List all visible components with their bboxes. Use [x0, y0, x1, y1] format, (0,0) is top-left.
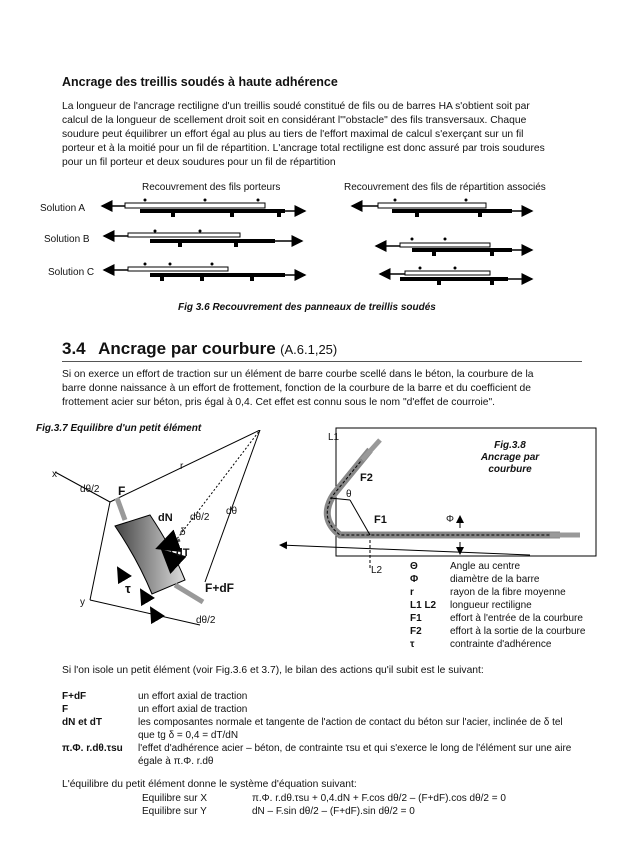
fig37-label-dtheta2-a: dθ/2 [80, 484, 100, 495]
paragraph-line: Si on exerce un effort de traction sur un élément de barre courbe scellé dans le béton, la courbure de la [62, 369, 534, 380]
paragraph-line: soudure peut équilibrer un effort égal au plus au tiers de l'effort maximal de calcul s'exerçant sur un fil [62, 129, 524, 140]
equation-row [142, 792, 506, 805]
fig36-row-c-left [104, 263, 305, 282]
section-heading-treillis: Ancrage des treillis soudés à haute adhérence [62, 75, 338, 89]
equation-text: dN – F.sin dθ/2 – (F+dF).sin dθ/2 = 0 [252, 806, 415, 817]
fig37-label-r: r [180, 461, 184, 472]
fig36-row-b-right [376, 238, 532, 257]
fig36-row-label-c: Solution C [48, 267, 95, 278]
fig38-label-phi: Φ [446, 514, 454, 525]
legend-desc: effort à la sortie de la courbure [450, 626, 586, 637]
definition-desc: les composantes normale et tangente de l'action de contact du béton sur l'acier, inclinée de δ tel que tg δ = 0,4 = dT/dN [138, 717, 563, 741]
equation-label: Equilibre sur Y [142, 806, 207, 817]
legend-desc: effort à l'entrée de la courbure [450, 613, 583, 624]
paragraph-line: pour un fil porteur et deux soudures pour un fil de répartition [62, 157, 336, 168]
fig38-label-F1: F1 [374, 514, 387, 526]
fig37-label-delta: δ [180, 527, 186, 538]
legend-symbol: L1 L2 [410, 600, 437, 611]
definition-desc: un effort axial de traction [138, 704, 248, 715]
fig36-row-a-left [102, 199, 305, 218]
equilibrium-intro: L'équilibre du petit élément donne le système d'équation suivant: [62, 779, 357, 790]
legend-row [410, 639, 585, 652]
fig38-label-L1: L1 [328, 432, 340, 443]
fig38-caption-line: Fig.3.8 [494, 440, 526, 451]
definition-term: F+dF [62, 691, 87, 702]
fig36-row-a-right [352, 199, 532, 218]
actions-intro: Si l'on isole un petit élément (voir Fig.3.6 et 3.7), le bilan des actions qu'il subit est le suivant: [62, 665, 484, 676]
section-number: 3.4 [62, 339, 86, 358]
paragraph-line: porteur et à la moitié pour un fil de répartition. L'ancrage total rectiligne est donc assuré par trois soudures [62, 143, 545, 154]
legend-row [410, 626, 585, 639]
legend-desc: rayon de la fibre moyenne [450, 587, 566, 598]
fig38-legend [410, 561, 585, 652]
section-rule [62, 361, 582, 362]
fig37-caption: Fig.3.7 Equilibre d'un petit élément [36, 423, 202, 434]
equation-row [142, 805, 506, 818]
definition-term: π.Φ. r.dθ.τsu [62, 743, 123, 754]
legend-symbol: Θ [410, 561, 418, 572]
legend-desc: longueur rectiligne [450, 600, 532, 611]
fig37-label-dtheta2-c: dθ/2 [196, 615, 216, 626]
fig36-row-b-left [104, 230, 302, 248]
fig37-label-F: F [118, 484, 126, 498]
fig37-label-FdF: F+dF [205, 581, 234, 595]
paragraph-line: La longueur de l'ancrage rectiligne d'un treillis soudé constitué de fils ou de barres HA s'obtient soit par [62, 101, 530, 112]
legend-desc: diamètre de la barre [450, 574, 540, 585]
definition-row [62, 742, 582, 768]
fig36-col-left-label: Recouvrement des fils porteurs [142, 182, 281, 193]
definition-desc: l'effet d'adhérence acier – béton, de contrainte τsu et qui s'exerce le long de l'élément sur une aire égale à π.Φ. r.dθ [138, 743, 572, 767]
definition-desc: un effort axial de traction [138, 691, 248, 702]
fig36-row-c-right [380, 267, 532, 286]
legend-row [410, 587, 585, 600]
legend-symbol: F2 [410, 626, 422, 637]
fig38-caption-line: courbure [488, 464, 532, 475]
definition-row [62, 716, 582, 742]
definition-row [62, 703, 582, 716]
legend-symbol: τ [410, 639, 415, 650]
section-title-text: Ancrage par courbure [98, 339, 276, 358]
legend-row [410, 600, 585, 613]
fig37-label-tau: τ [125, 581, 131, 596]
definition-term: F [62, 704, 69, 715]
fig36-overlap-diagram [0, 190, 638, 290]
fig36-row-label-a: Solution A [40, 203, 86, 214]
fig36-caption: Fig 3.6 Recouvrement des panneaux de treillis soudés [178, 302, 436, 313]
fig38-caption [440, 440, 580, 476]
fig38-label-F2: F2 [360, 472, 373, 484]
fig36-row-label-b: Solution B [44, 234, 90, 245]
paragraph-line: calcul de la longueur de scellement droit soit en considérant l'"obstacle" des fils transversaux. Chaque [62, 115, 527, 126]
fig37-label-dtheta2-b: dθ/2 [190, 512, 210, 523]
paragraph-line: frottement acier sur béton, pris égal à 0,4. Cet effet est connu sous le nom "d'effet de courroie". [62, 397, 496, 408]
fig37-label-dtheta: dθ [226, 506, 238, 517]
fig38-caption-line: Ancrage par [480, 452, 540, 463]
legend-row [410, 561, 585, 574]
equilibrium-equations [142, 792, 506, 818]
fig36-col-right-label: Recouvrement des fils de répartition associés [344, 182, 546, 193]
paragraph-line: barre donne naissance à un effort de frottement, fonction de la courbure de la barre et du coefficient de [62, 383, 532, 394]
definition-row [62, 690, 582, 703]
fig37-label-dT: dT [176, 547, 190, 559]
section-paragraph-courbure [62, 368, 592, 410]
fig37-axis-y: y [80, 597, 85, 608]
section-title-courbure [62, 339, 337, 359]
legend-row [410, 613, 585, 626]
definition-term: dN et dT [62, 717, 102, 728]
legend-desc: contrainte d'adhérence [450, 639, 552, 650]
actions-definitions [62, 690, 582, 768]
fig38-label-L2: L2 [371, 565, 383, 576]
fig38-label-theta: θ [346, 489, 352, 500]
legend-row [410, 574, 585, 587]
section-reference: (A.6.1,25) [280, 342, 338, 357]
equation-label: Equilibre sur X [142, 793, 208, 804]
equation-text: π.Φ. r.dθ.τsu + 0,4.dN + F.cos dθ/2 – (F+dF).cos dθ/2 = 0 [252, 793, 506, 804]
legend-symbol: r [410, 587, 414, 598]
fig37-axis-x: x [52, 469, 57, 480]
section-paragraph-treillis [62, 100, 592, 170]
legend-symbol: Φ [410, 574, 419, 585]
legend-desc: Angle au centre [450, 561, 521, 572]
fig37-label-dN: dN [158, 512, 173, 524]
legend-symbol: F1 [410, 613, 422, 624]
